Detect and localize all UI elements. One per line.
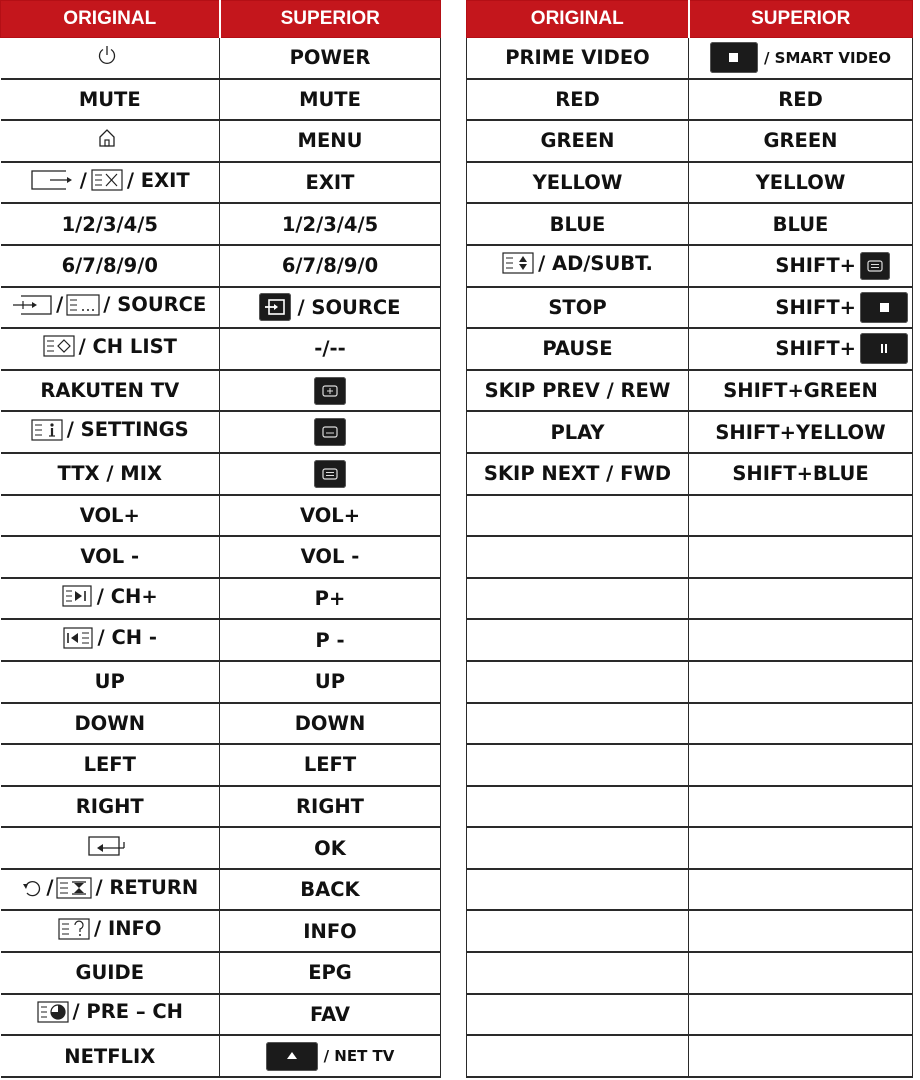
home-icon (96, 127, 118, 149)
superior-cell (689, 578, 913, 620)
original-label: SKIP NEXT / FWD (483, 462, 672, 486)
original-cell (1, 453, 220, 495)
table-row (467, 453, 913, 495)
original-cell (1, 910, 220, 952)
original-cell (1, 328, 220, 370)
original-label: / CH - (97, 626, 157, 650)
original-label: NETFLIX (64, 1044, 156, 1068)
table-row (467, 203, 913, 245)
table-row (1, 411, 441, 453)
original-cell (1, 245, 220, 287)
superior-cell (220, 827, 441, 869)
original-cell (467, 453, 689, 495)
table-row (1, 245, 441, 287)
superior-cell (220, 619, 441, 661)
superior-cell (689, 703, 913, 745)
superior-label: DOWN (294, 711, 366, 735)
superior-label: MUTE (299, 87, 361, 111)
table-row (1, 994, 441, 1036)
superior-cell (220, 38, 441, 79)
superior-cell (220, 495, 441, 537)
superior-cell (220, 703, 441, 745)
original-cell (467, 578, 689, 620)
superior-label: RIGHT (296, 794, 364, 818)
superior-label: UP (314, 670, 346, 694)
original-label: MUTE (78, 87, 141, 111)
superior-cell (220, 744, 441, 786)
original-label: LEFT (83, 753, 136, 777)
superior-cell (689, 495, 913, 537)
original-label: RAKUTEN TV (40, 379, 180, 403)
superior-label: BLUE (772, 212, 829, 236)
superior-label: / NET TV (323, 1047, 395, 1066)
original-cell (1, 495, 220, 537)
original-label: STOP (548, 295, 607, 319)
original-cell (467, 203, 689, 245)
table-row (1, 38, 441, 79)
superior-label: -/-- (314, 337, 346, 361)
original-cell (1, 952, 220, 994)
source-input-icon (13, 293, 53, 317)
table-row (467, 38, 913, 79)
original-label: TTX / MIX (57, 462, 162, 486)
table-row (1, 79, 441, 121)
original-label: VOL - (80, 545, 140, 569)
table-row (1, 578, 441, 620)
superior-cell (220, 328, 441, 370)
superior-label: VOL+ (299, 503, 361, 527)
table-row (1, 869, 441, 911)
ch-up-icon (62, 584, 92, 608)
superior-label: VOL - (300, 545, 360, 569)
superior-cell (689, 536, 913, 578)
original-cell (467, 661, 689, 703)
original-label: PRIME VIDEO (505, 46, 650, 70)
original-cell (1, 370, 220, 412)
original-label: RIGHT (75, 794, 144, 818)
stop-button-icon (860, 292, 908, 323)
table-row (1, 827, 441, 869)
original-cell (1, 1035, 220, 1077)
table-row (467, 952, 913, 994)
superior-label: RED (778, 87, 823, 111)
original-cell (1, 661, 220, 703)
original-label: / PRE – CH (72, 1000, 183, 1024)
original-cell (1, 120, 220, 162)
original-label: / SOURCE (103, 293, 207, 317)
table-row (1, 786, 441, 828)
original-label: PLAY (550, 420, 605, 444)
enter-icon (87, 834, 127, 858)
superior-cell (220, 1035, 441, 1077)
superior-cell (689, 38, 913, 79)
original-cell (467, 786, 689, 828)
superior-cell (220, 994, 441, 1036)
table-row (467, 411, 913, 453)
settings-icon (31, 418, 63, 442)
original-cell (467, 827, 689, 869)
original-cell (467, 703, 689, 745)
superior-cell (689, 328, 913, 370)
superior-cell (220, 536, 441, 578)
original-label: VOL+ (79, 503, 140, 527)
superior-label: MENU (297, 129, 363, 153)
ch-down-icon (63, 626, 93, 650)
superior-label: INFO (303, 919, 357, 943)
table-row (1, 744, 441, 786)
table-row (467, 703, 913, 745)
table-row (467, 328, 913, 370)
superior-label: FAV (310, 1002, 350, 1026)
original-cell (467, 994, 689, 1036)
settings-button-icon (314, 418, 346, 446)
table-row (467, 744, 913, 786)
table-row (467, 79, 913, 121)
original-cell (1, 744, 220, 786)
original-label: SKIP PREV / REW (484, 379, 671, 403)
table-row (467, 536, 913, 578)
superior-cell (220, 245, 441, 287)
table-row (467, 869, 913, 911)
superior-label: 6/7/8/9/0 (281, 254, 379, 278)
superior-cell (689, 203, 913, 245)
superior-label: / SOURCE (297, 295, 401, 319)
header-row (467, 1, 913, 38)
superior-cell (689, 245, 913, 287)
superior-cell (689, 120, 913, 162)
superior-label: POWER (289, 46, 371, 70)
table-row (467, 245, 913, 287)
superior-cell (220, 370, 441, 412)
source-button-icon (259, 293, 291, 321)
original-cell (1, 786, 220, 828)
superior-cell (220, 910, 441, 952)
superior-cell (689, 952, 913, 994)
superior-cell (689, 744, 913, 786)
table-row (1, 120, 441, 162)
info-icon (58, 917, 90, 941)
superior-cell (689, 661, 913, 703)
table-row (1, 162, 441, 204)
original-cell (467, 952, 689, 994)
superior-label: EPG (308, 961, 352, 985)
table-row (467, 370, 913, 412)
original-cell: / / RETURN (1, 869, 220, 911)
original-cell (1, 411, 220, 453)
superior-cell (220, 869, 441, 911)
original-cell (467, 495, 689, 537)
superior-cell (689, 786, 913, 828)
ad-subt-icon (502, 251, 534, 275)
table-row (1, 703, 441, 745)
table-row (1, 328, 441, 370)
superior-label: SHIFT+ (775, 254, 856, 278)
superior-label: SHIFT+GREEN (723, 379, 878, 403)
superior-label: 1/2/3/4/5 (281, 212, 379, 236)
return-arrow-icon (21, 877, 43, 899)
original-cell (1, 827, 220, 869)
original-cell (467, 910, 689, 952)
original-cell (1, 536, 220, 578)
superior-cell (220, 661, 441, 703)
superior-cell (220, 287, 441, 329)
exit-arrow-icon (30, 168, 76, 192)
original-cell (1, 578, 220, 620)
table-row (467, 994, 913, 1036)
original-label: / CH LIST (78, 334, 177, 358)
table-row (467, 162, 913, 204)
original-label: / CH+ (96, 584, 158, 608)
eject-button-icon (266, 1042, 318, 1071)
superior-label: SHIFT+BLUE (732, 462, 869, 486)
superior-label: BACK (300, 878, 360, 902)
table-row (1, 370, 441, 412)
original-label: / SETTINGS (66, 418, 189, 442)
original-cell (1, 994, 220, 1036)
superior-cell (220, 411, 441, 453)
table-row (467, 495, 913, 537)
superior-cell (689, 287, 913, 329)
original-cell (1, 79, 220, 121)
subtitle-button-icon (860, 252, 890, 280)
table-row (1, 203, 441, 245)
right-mapping-table (466, 0, 913, 1078)
ch-list-icon (43, 334, 75, 358)
superior-cell (689, 827, 913, 869)
table-row (1, 619, 441, 661)
original-cell (1, 203, 220, 245)
original-cell (467, 79, 689, 121)
superior-label: YELLOW (755, 171, 846, 195)
header-original: ORIGINAL (1, 1, 220, 38)
source-menu-icon (66, 293, 100, 317)
superior-label: P+ (314, 587, 346, 611)
original-cell (467, 869, 689, 911)
table-row (467, 910, 913, 952)
table-row (467, 827, 913, 869)
superior-cell (220, 162, 441, 204)
original-cell (1, 38, 220, 79)
superior-cell (220, 120, 441, 162)
table-row (1, 453, 441, 495)
original-cell (467, 536, 689, 578)
superior-label: SHIFT+YELLOW (715, 420, 886, 444)
original-label: / AD/SUBT. (538, 251, 653, 275)
original-label: PAUSE (542, 337, 613, 361)
table-row (467, 786, 913, 828)
stop-button-icon (710, 42, 758, 73)
header-row (1, 1, 441, 38)
original-cell (467, 744, 689, 786)
original-cell (467, 328, 689, 370)
table-row (467, 120, 913, 162)
superior-cell (689, 1035, 913, 1077)
original-label: GREEN (540, 129, 615, 153)
original-label: DOWN (74, 711, 146, 735)
superior-cell (689, 453, 913, 495)
table-row (467, 1035, 913, 1077)
superior-label: SHIFT+ (775, 295, 856, 319)
table-row (1, 1035, 441, 1077)
original-cell (467, 1035, 689, 1077)
superior-cell (220, 79, 441, 121)
header-superior: SUPERIOR (689, 1, 913, 38)
table-row (467, 661, 913, 703)
header-superior: SUPERIOR (220, 1, 441, 38)
original-cell (467, 370, 689, 412)
original-label: / EXIT (126, 168, 190, 192)
pause-button-icon (860, 333, 908, 364)
original-cell (467, 162, 689, 204)
table-row (1, 910, 441, 952)
original-label: YELLOW (532, 171, 623, 195)
header-original: ORIGINAL (467, 1, 689, 38)
superior-cell (220, 578, 441, 620)
superior-cell (689, 411, 913, 453)
original-cell: / / EXIT (1, 162, 220, 204)
superior-cell (689, 162, 913, 204)
superior-cell (689, 910, 913, 952)
superior-label: OK (314, 836, 346, 860)
superior-label: P - (315, 628, 345, 652)
superior-cell (220, 453, 441, 495)
superior-label: EXIT (305, 171, 355, 195)
original-label: / INFO (94, 917, 162, 941)
superior-cell (220, 203, 441, 245)
table-row (1, 952, 441, 994)
table-row (467, 578, 913, 620)
superior-cell (689, 994, 913, 1036)
exit-menu-icon (91, 168, 123, 192)
superior-label: SHIFT+ (775, 337, 856, 361)
original-cell (467, 619, 689, 661)
original-label: RED (555, 87, 600, 111)
original-cell (1, 619, 220, 661)
power-icon (96, 44, 118, 66)
superior-cell (220, 952, 441, 994)
original-label: 1/2/3/4/5 (61, 212, 158, 236)
original-cell (467, 38, 689, 79)
return-menu-icon (56, 876, 92, 900)
superior-label: GREEN (763, 129, 838, 153)
superior-cell (220, 786, 441, 828)
original-label: / RETURN (95, 876, 199, 900)
superior-cell (689, 79, 913, 121)
original-cell (467, 411, 689, 453)
table-row (1, 287, 441, 329)
table-row (1, 661, 441, 703)
original-label: GUIDE (75, 961, 145, 985)
superior-label: / SMART VIDEO (763, 48, 891, 67)
original-label: BLUE (549, 212, 606, 236)
original-cell (467, 287, 689, 329)
superior-cell (689, 370, 913, 412)
original-label: 6/7/8/9/0 (61, 254, 158, 278)
rakuten-button-icon (314, 377, 346, 405)
superior-cell (689, 619, 913, 661)
table-row (1, 536, 441, 578)
original-cell (467, 120, 689, 162)
superior-label: LEFT (303, 753, 357, 777)
original-cell (1, 703, 220, 745)
original-cell: / / SOURCE (1, 287, 220, 329)
superior-cell (689, 869, 913, 911)
original-cell (467, 245, 689, 287)
left-mapping-table (0, 0, 441, 1078)
ttx-button-icon (314, 460, 346, 488)
table-row (467, 619, 913, 661)
pre-ch-icon (37, 1000, 69, 1024)
table-row (1, 495, 441, 537)
original-label: UP (94, 670, 125, 694)
table-row (467, 287, 913, 329)
